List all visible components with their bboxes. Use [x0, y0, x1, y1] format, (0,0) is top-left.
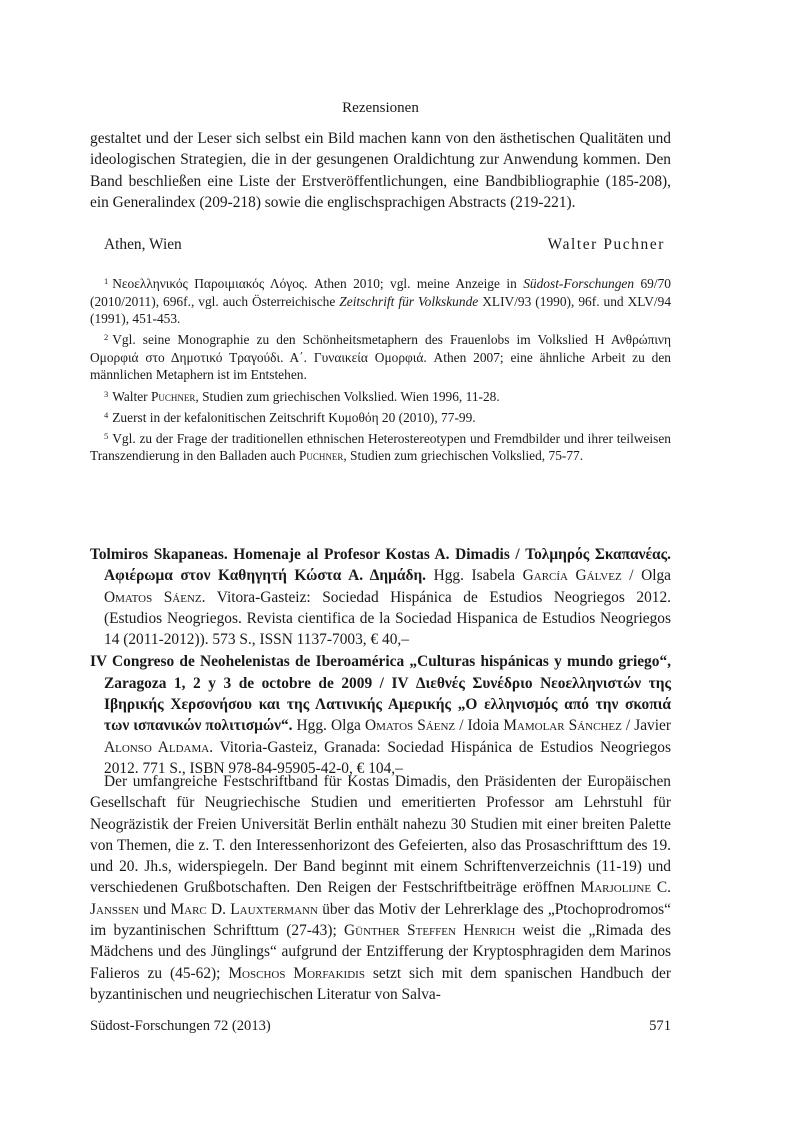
bibliographic-entry [90, 544, 671, 650]
signature-place: Athen, Wien [104, 236, 182, 253]
footnote-marker: 1 [104, 276, 109, 286]
footnote-text-segment: Zuerst in der kefalonitischen Zeitschrift Κυμοθόη 20 (2010), 77-99. [112, 409, 476, 425]
signature-author: Walter Puchner [547, 236, 665, 253]
footnote-3 [90, 386, 671, 406]
review-paragraph [90, 771, 671, 1005]
intro-paragraph: gestaltet und der Leser sich selbst ein Bild machen kann von den ästhetischen Qualitäten und ideologischen Strategien, die in der gesungenen Oraldichtung zur Anwendung kommen. Den Band beschließen eine Liste der Erstveröffentlichungen, eine Bandbibliographie (185-208), ein Generalindex (209-218) sowie die englischsprachigen Abstracts (219-221). [90, 130, 671, 211]
running-head: Rezensionen [342, 100, 419, 116]
footnote-text-segment: , Studien zum griechischen Volkslied. Wien 1996, 11-28. [195, 388, 500, 404]
bibliographic-text-segment: IV Congreso de Neohelenistas de Iberoamérica „Culturas hispánicas y mundo griego“, Zaragoza 1, 2 y 3 de octobre de 2009 / IV Διεθνές Συνέδριο Νεοελληνιστών της Ιβηρικής Χερσονήσου και της Λατινικής Αμερικής „Ο ελληνισμός από την σκοπιά των ισπανικών πολιτισμών“. [90, 653, 671, 735]
review-text-segment: Der umfangreiche Festschriftband für Kostas Dimadis, den Präsidenten der Europäischen Gesellschaft für Neugriechische Studien und emeritierten Professor am Lehrstuhl für Neogräzistik der Freien Universität Berlin enthält nahezu 30 Studien mit einer breiten Palette von Themen, die z. T. den Interessenhorizont des Gefeierten, also das Prosaschrifttum des 19. und 20. Jh.s, widerspiegeln. Der Band beginnt mit einem Schriftenverzeichnis (11-19) und verschiedenen Grußbotschaften. Den Reigen der Festschriftbeiträge eröffnen [90, 773, 671, 897]
bibliographic-entry [90, 651, 671, 779]
review-text-segment: Moschos Morfakidis [228, 964, 365, 982]
review-text-segment: Marc [170, 900, 207, 918]
footnote-marker: 3 [104, 388, 109, 399]
footnote-text-segment: 69/70 (2010/2011), 696f., vgl. auch Österreichische [90, 276, 671, 309]
footnote-marker: 4 [104, 409, 109, 420]
review-text-segment: Marjolijne [580, 879, 652, 897]
footer-journal: Südost-Forschungen 72 (2013) [90, 1018, 271, 1034]
bibliographic-text-segment: Tolmiros Skapaneas. Homenaje al Profesor Kostas A. Dimadis / Τολμηρός Σκαπανέας. Αφιέρωμα στον Καθηγητή Κώστα Α. Δημάδη. [90, 546, 671, 585]
footnote-marker: 5 [104, 430, 109, 441]
page-number: 571 [649, 1018, 671, 1034]
bibliographic-text-segment: / Olga [621, 567, 671, 585]
footnote-text-segment: Puchner [298, 448, 344, 464]
review-text-segment: D. [206, 900, 231, 918]
bibliographic-entries [90, 544, 671, 780]
footnotes [90, 273, 671, 466]
review-text-segment: und [138, 900, 171, 918]
bibliographic-text-segment: / Idoia [455, 717, 504, 735]
bibliographic-text-segment: . Vitora-Gasteiz: Sociedad Hispánica de Estudios Neogriegos 2012. (Estudios Neogriegos. Revista cientifica de la Sociedad Hispanica de Estudios Neogriegos 14 (2011-2012)). 573 S., ISSN 1137-7003, € 40,– [104, 588, 672, 649]
bibliographic-text-segment: Omatos Sáenz [104, 588, 202, 606]
bibliographic-text-segment: Omatos Sáenz [364, 717, 456, 735]
bibliographic-text-segment: / Javier [621, 717, 671, 735]
footnote-4 [90, 407, 671, 427]
footnote-text-segment: Zeitschrift für Volkskunde [339, 293, 479, 309]
review-text-segment: Lauxtermann [230, 900, 318, 918]
review-body [90, 771, 671, 1005]
review-text-segment: über das Motiv der Lehrerklage des „Ptochoprodromos“ im byzantinischen Schrifttum (27-43); [90, 900, 671, 940]
bibliographic-text-segment: Hgg. Isabela [426, 567, 523, 585]
footnote-text-segment: XLIV/93 (1990), 96f. und XLV/94 (1991), 451-453. [90, 293, 672, 327]
intro-paragraph-block [90, 128, 671, 213]
review-text-segment: Günther Steffen Henrich [344, 922, 516, 940]
footnote-text-segment: Walter [112, 388, 151, 404]
footnote-marker: 2 [104, 332, 109, 343]
footnote-text-segment: Vgl. seine Monographie zu den Schönheitsmetaphern des Frauenlobs im Volkslied Η Ανθρώπινη Ομορφιά στο Δημοτικό Τραγούδι. Α΄. Γυναικεία Ομορφιά. Athen 2007; eine ähnliche Arbeit zu den männlichen Metaphern ist im Entstehen. [90, 332, 671, 383]
review-text-segment: setzt sich mit dem spanischen Handbuch der byzantinischen und neugriechischen Literatur von Salva- [90, 964, 671, 1003]
review-text-segment: C. [651, 879, 671, 897]
journal-page [90, 0, 671, 1129]
footnote-1 [90, 273, 671, 328]
bibliographic-text-segment: . Vitoria-Gasteiz, Granada: Sociedad Hispánica de Estudios Neogriegos 2012. 771 S., ISBN 978-84-95905-42-0, € 104,– [104, 738, 671, 777]
footnote-5 [90, 428, 671, 465]
footnote-2 [90, 329, 671, 384]
footnote-text-segment: Puchner [150, 388, 196, 404]
bibliographic-text-segment: García Gálvez [522, 567, 622, 585]
bibliographic-text-segment: Hgg. Olga [292, 717, 365, 735]
footnote-text-segment: Südost-Forschungen [523, 276, 635, 291]
review-text-segment: Janssen [90, 900, 139, 918]
bibliographic-text-segment: Alonso Aldama [104, 738, 210, 756]
footnote-text-segment: , Studien zum griechischen Volkslied, 75-77. [343, 448, 584, 464]
footnote-text-segment: Νεοελληνικός Παροιμιακός Λόγος. Athen 2010; vgl. meine Anzeige in [112, 276, 524, 291]
review-text-segment: weist die „Rimada des Mädchens und des Jünglings“ aufgrund der Entzifferung der Kryptosphragiden dem Marinos Falieros zu (45-62); [90, 922, 671, 982]
footnote-text-segment: Vgl. zu der Frage der traditionellen ethnischen Heterostereotypen und Fremdbilder und ihrer teilweisen Transzendierung in den Balladen auch [90, 430, 671, 464]
bibliographic-text-segment: Mamolar Sánchez [503, 717, 622, 735]
